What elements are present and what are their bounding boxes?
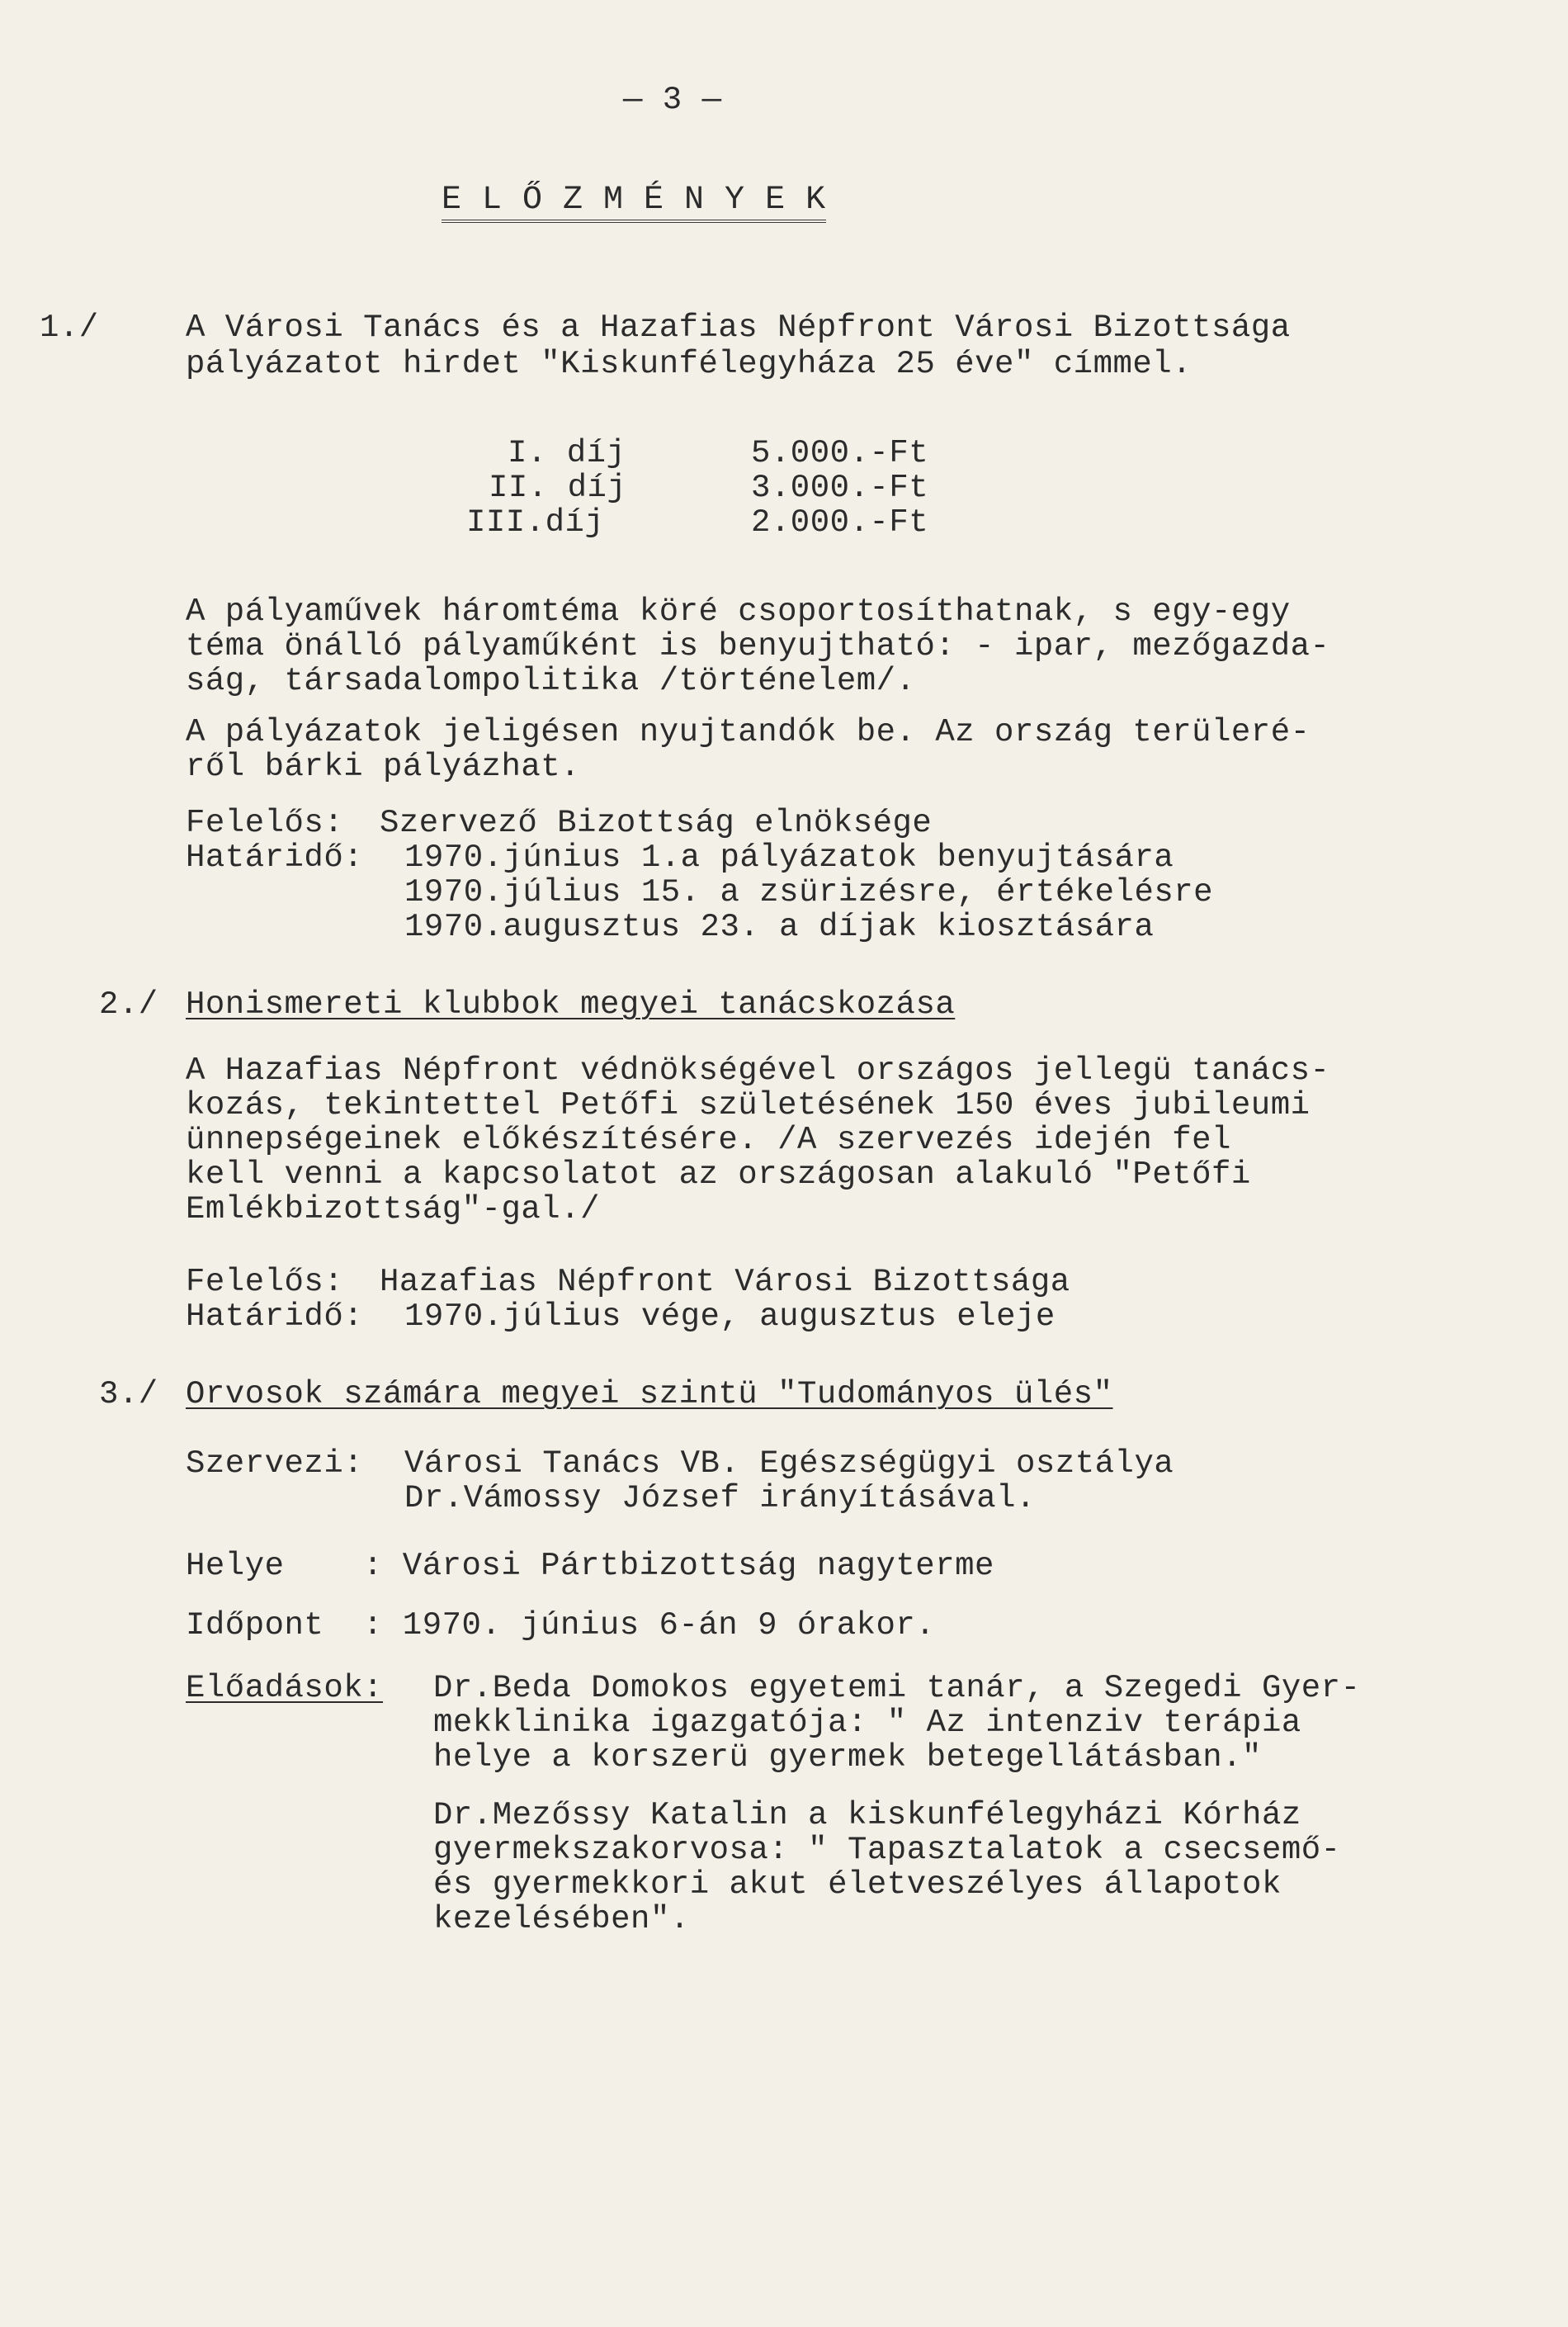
section-1-deadline-label: Határidő: <box>186 840 364 876</box>
section-3-organizer-line-2: Dr.Vámossy József irányításával. <box>404 1480 1036 1516</box>
section-1-responsible: Szervező Bizottság elnöksége <box>380 805 933 841</box>
page-heading: E L Ő Z M É N Y E K <box>442 183 826 223</box>
section-1-body-line-2: téma önálló pályaműként is benyujtható: - ipar, mezőgazda- <box>186 628 1330 665</box>
section-1-deadline-2: 1970.július 15. a zsürizésre, értékelésre <box>404 874 1214 910</box>
section-2-deadline: 1970.július vége, augusztus eleje <box>404 1298 1056 1335</box>
prize-label-1: I. díj <box>508 435 626 471</box>
section-1-body-line-5: ről bárki pályázhat. <box>186 749 581 785</box>
lecture-1-line-2: mekklinika igazgatója: " Az intenziv terápia <box>433 1705 1301 1741</box>
section-2-responsible: Hazafias Népfront Városi Bizottsága <box>380 1264 1070 1300</box>
section-2-body-line-2: kozás, tekintettel Petőfi születésének 150 éves jubileumi <box>186 1087 1311 1123</box>
section-2-deadline-label: Határidő: <box>186 1298 364 1335</box>
section-2-body-line-4: kell venni a kapcsolatot az országosan alakuló "Petőfi <box>186 1156 1251 1193</box>
section-2-body-line-1: A Hazafias Népfront védnökségével országos jellegü tanács- <box>186 1052 1330 1089</box>
section-1-body-line-4: A pályázatok jeligésen nyujtandók be. Az ország terüleré- <box>186 714 1311 750</box>
section-3-lectures-label: Előadások: <box>186 1670 384 1706</box>
prize-label-3: III.díj <box>466 504 605 541</box>
section-3-number: 3./ <box>99 1376 158 1412</box>
section-1-intro-line-1: A Városi Tanács és a Hazafias Népfront Városi Bizottsága <box>186 310 1291 346</box>
section-1-responsible-label: Felelős: <box>186 805 344 841</box>
lecture-1-line-3: helye a korszerü gyermek betegellátásban." <box>433 1739 1262 1776</box>
prize-label-2: II. díj <box>489 470 627 506</box>
section-3-organizer-label: Szervezi: <box>186 1445 364 1482</box>
section-2-responsible-label: Felelős: <box>186 1264 344 1300</box>
section-3-time: : 1970. június 6-án 9 órakor. <box>363 1607 936 1644</box>
section-2-body-line-5: Emlékbizottság"-gal./ <box>186 1191 600 1227</box>
section-3-place: : Városi Pártbizottság nagyterme <box>363 1548 994 1584</box>
lecture-2-line-3: és gyermekkori akut életveszélyes állapotok <box>433 1866 1282 1903</box>
section-3-title: Orvosok számára megyei szintü "Tudományos ülés" <box>186 1376 1113 1412</box>
section-1-number: 1./ <box>40 310 99 346</box>
prize-amount-2: 3.000.-Ft <box>751 470 929 506</box>
section-3-organizer-line-1: Városi Tanács VB. Egészségügyi osztálya <box>404 1445 1174 1482</box>
section-1-intro-line-2: pályázatot hirdet "Kiskunfélegyháza 25 éve" címmel. <box>186 346 1193 382</box>
lecture-2-line-1: Dr.Mezőssy Katalin a kiskunfélegyházi Kórház <box>433 1797 1301 1833</box>
prize-amount-3: 2.000.-Ft <box>751 504 929 541</box>
lecture-2-line-4: kezelésében". <box>433 1901 690 1937</box>
section-1-body-line-1: A pályaművek háromtéma köré csoportosíthatnak, s egy-egy <box>186 594 1291 630</box>
section-1-body-line-3: ság, társadalompolitika /történelem/. <box>186 663 916 699</box>
section-1-deadline-3: 1970.augusztus 23. a díjak kiosztására <box>404 909 1155 945</box>
section-2-title: Honismereti klubbok megyei tanácskozása <box>186 986 956 1023</box>
section-2-body-line-3: ünnepségeinek előkészítésére. /A szervezés idején fel <box>186 1122 1231 1158</box>
section-3-time-label: Időpont <box>186 1607 324 1644</box>
section-2-number: 2./ <box>99 986 158 1023</box>
prize-amount-1: 5.000.-Ft <box>751 435 929 471</box>
section-1-deadline-1: 1970.június 1.a pályázatok benyujtására <box>404 840 1174 876</box>
lecture-2-line-2: gyermekszakorvosa: " Tapasztalatok a csecsemő- <box>433 1832 1341 1868</box>
section-3-place-label: Helye <box>186 1548 285 1584</box>
lecture-1-line-1: Dr.Beda Domokos egyetemi tanár, a Szegedi Gyer- <box>433 1670 1361 1706</box>
page-number: — 3 — <box>623 82 722 118</box>
